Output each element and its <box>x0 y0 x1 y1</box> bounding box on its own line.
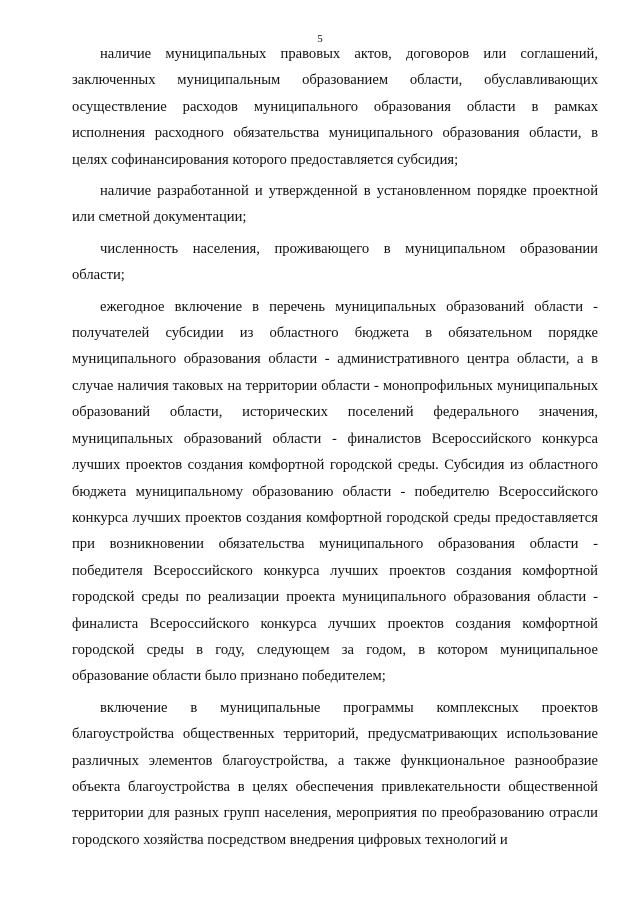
paragraph-population: численность населения, проживающего в муниципальном образовании области; <box>72 240 598 284</box>
document-body <box>72 41 598 853</box>
paragraph-legal-acts: наличие муниципальных правовых актов, договоров или соглашений, заключенных муниципальным образованием области, обуславливающих осуществление расходов муниципального образования области в рамках исполнения расходного обязательства муниципального образования области, в целях софинансирования которого предоставляется субсидия; <box>72 46 598 168</box>
paragraph-annual-inclusion: ежегодное включение в перечень муниципальных образований области - получателей субсидии из областного бюджета в обязательном порядке муниципального образования области - административного центра области, а в случае наличия таковых на территории области - монопрофильных муниципальных образований области, исторических поселений федерального значения, муниципальных образований области - финалистов Всероссийского конкурса лучших проектов создания комфортной городской среды. Субсидия из областного бюджета муниципальному образованию области - победителю Всероссийского конкурса лучших проектов создания комфортной городской среды предоставляется при возникновении обязательства муниципального образования области - победителя Всероссийского конкурса лучших проектов создания комфортной городской среды по реализации проекта муниципального образования области - финалиста Всероссийского конкурса лучших проектов создания комфортной городской среды в году, следующем за годом, в котором муниципальное образование области было признано победителем; <box>72 298 598 685</box>
paragraph-program-inclusion: включение в муниципальные программы комплексных проектов благоустройства общественных территорий, предусматривающих использование различных элементов благоустройства, а также функциональное разнообразие объекта благоустройства в целях обеспечения привлекательности общественной территории для разных групп населения, мероприятия по преобразованию отрасли городского хозяйства посредством внедрения цифровых технологий и <box>72 699 598 848</box>
paragraph-documentation: наличие разработанной и утвержденной в установленном порядке проектной или сметной документации; <box>72 183 598 226</box>
page-number: 5 <box>317 33 323 45</box>
